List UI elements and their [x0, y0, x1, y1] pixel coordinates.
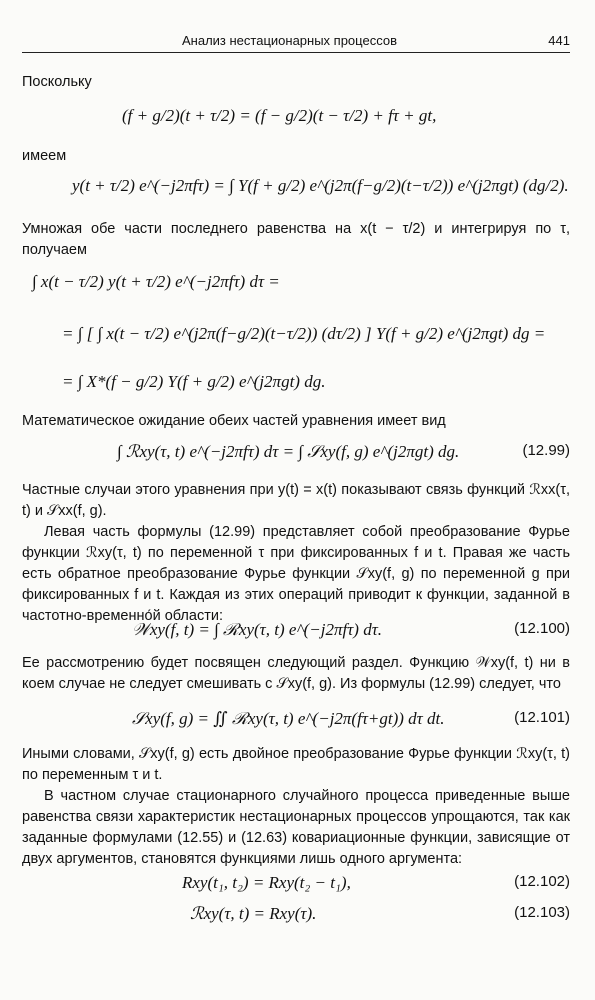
equation-number-12-102: (12.102): [514, 873, 570, 890]
equation-number-12-100: (12.100): [514, 620, 570, 637]
equation-integral-line-1: ∫ x(t − τ/2) y(t + τ/2) e^(−j2πfτ) dτ =: [32, 272, 280, 291]
equation-12-100: 𝒲xy(f, t) = ∫ ℛxy(τ, t) e^(−j2πfτ) dτ.: [132, 620, 383, 639]
equation-12-103: ℛxy(τ, t) = Rxy(τ).: [190, 904, 317, 923]
equation-12-99: ∫ ℛxy(τ, t) e^(−j2πfτ) dτ = ∫ 𝒮xy(f, g) e^(j2πgt) dg.: [117, 442, 460, 461]
equation-number-12-101: (12.101): [514, 709, 570, 726]
paragraph-multiply: Умножая обе части последнего равенства на x(t − τ/2) и интегрируя по τ, получаем: [22, 221, 570, 258]
equation-y-shift: y(t + τ/2) e^(−j2πfτ) = ∫ Y(f + g/2) e^(j2π(f−g/2)(t−τ/2)) e^(j2πgt) (dg/2).: [72, 176, 569, 195]
running-title: Анализ нестационарных процессов: [182, 33, 397, 48]
equation-integral-line-3: = ∫ X*(f − g/2) Y(f + g/2) e^(j2πgt) dg.: [62, 372, 326, 391]
equation-identity: (f + g/2)(t + τ/2) = (f − g/2)(t − τ/2) + fτ + gt,: [122, 106, 437, 125]
equation-12-102: Rxy(t₁, t₂) = Rxy(t₂ − t₁),: [182, 873, 351, 892]
equation-number-12-99: (12.99): [522, 442, 570, 459]
equation-12-101: 𝒮xy(f, g) = ∬ ℛxy(τ, t) e^(−j2π(fτ+gt)) dτ dt.: [132, 709, 445, 728]
paragraph-left-side: Левая часть формулы (12.99) представляет собой преобразование Фурье функции ℛxy(τ, t) по переменной τ при фиксированных f и t. Правая же часть есть обратное преобразование Фурье функции 𝒮xy(f, g) по переменной g при фиксированных f и t. Каждая из этих операций приводит к функции, заданной в частотно-временно́й области:: [22, 524, 570, 624]
running-header: [22, 30, 570, 53]
paragraph-in-other-words: Иными словами, 𝒮xy(f, g) есть двойное преобразование Фурье функции ℛxy(τ, t) по переменным τ и t.: [22, 746, 570, 783]
paragraph-poskolku: Поскольку: [22, 74, 92, 90]
paragraph-expectation: Математическое ожидание обеих частей уравнения имеет вид: [22, 413, 446, 429]
paragraph-imeem: имеем: [22, 148, 67, 164]
paragraph-special-cases: Частные случаи этого уравнения при y(t) = x(t) показывают связь функций ℛxx(τ, t) и 𝒮xx(f, g).: [22, 482, 570, 519]
equation-integral-line-2: = ∫ [ ∫ x(t − τ/2) e^(j2π(f−g/2)(t−τ/2)) (dτ/2) ] Y(f + g/2) e^(j2πgt) dg =: [62, 324, 546, 343]
equation-number-12-103: (12.103): [514, 904, 570, 921]
page-number: 441: [548, 33, 570, 48]
paragraph-next-section: Ее рассмотрению будет посвящен следующий раздел. Функцию 𝒲xy(f, t) ни в коем случае не следует смешивать с 𝒮xy(f, g). Из формулы (12.99) следует, что: [22, 655, 570, 692]
paragraph-stationary: В частном случае стационарного случайного процесса приведенные выше равенства связи характеристик нестационарных процессов упрощаются, так как заданные формулами (12.55) и (12.63) ковариационные функции, зависящие от двух аргументов, становятся функциями лишь одного аргумента:: [22, 788, 570, 867]
